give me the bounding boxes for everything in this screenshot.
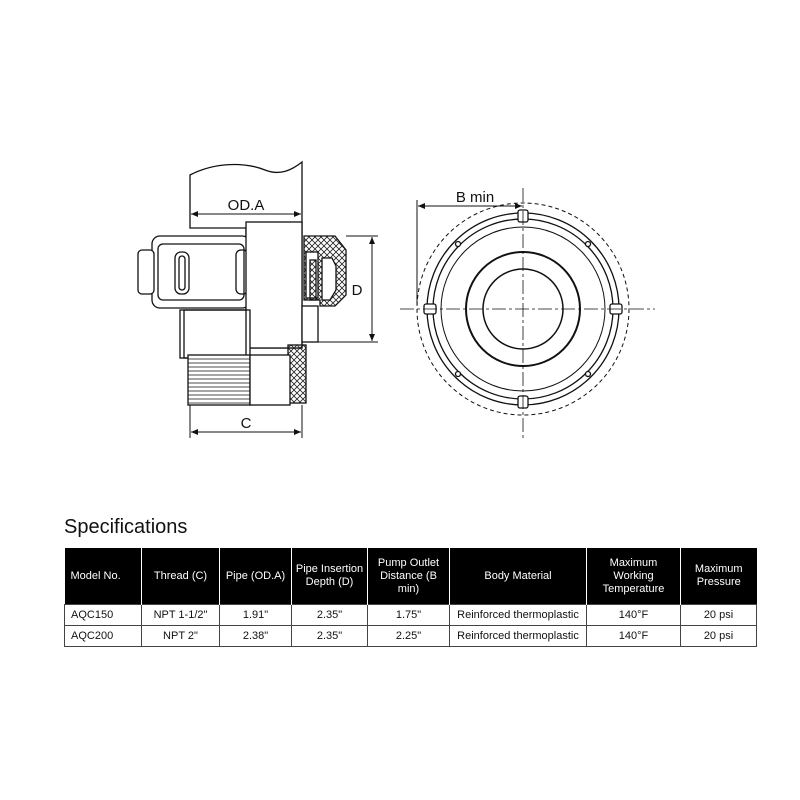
table-cell: 2.35" [292, 626, 368, 647]
bolt [456, 242, 461, 247]
table-row [65, 626, 757, 647]
thread-section [188, 355, 250, 405]
column-header: Thread (C) [142, 548, 220, 605]
column-header: Pipe (OD.A) [220, 548, 292, 605]
table-cell: 140°F [587, 626, 681, 647]
bolt [586, 372, 591, 377]
column-header: Model No. [65, 548, 142, 605]
table-cell: AQC150 [65, 605, 142, 626]
column-header: Body Material [450, 548, 587, 605]
table-row [65, 605, 757, 626]
specifications-table [64, 548, 757, 647]
column-header: Maximum Pressure [681, 548, 757, 605]
b-min-label: B min [455, 189, 495, 206]
table-cell: 20 psi [681, 605, 757, 626]
d-label: D [351, 282, 363, 299]
table-cell: 140°F [587, 605, 681, 626]
table-cell: 2.38" [220, 626, 292, 647]
bolt [586, 242, 591, 247]
table-cell: AQC200 [65, 626, 142, 647]
lower-body [180, 310, 250, 358]
od-a-label: OD.A [227, 197, 265, 214]
table-cell: NPT 1-1/2" [142, 605, 220, 626]
pipe-wall-section [288, 345, 306, 403]
table-cell: NPT 2" [142, 626, 220, 647]
table-cell: Reinforced thermoplastic [450, 626, 587, 647]
bolt [456, 372, 461, 377]
column-header: Pump Outlet Distance (B min) [368, 548, 450, 605]
table-cell: 20 psi [681, 626, 757, 647]
column-header: Maximum Working Temperature [587, 548, 681, 605]
table-cell: 2.25" [368, 626, 450, 647]
c-label: C [240, 415, 252, 432]
flange [246, 222, 302, 348]
clamp-tab-left [138, 250, 154, 294]
column-header: Pipe Insertion Depth (D) [292, 548, 368, 605]
table-cell: 1.91" [220, 605, 292, 626]
table-cell: 2.35" [292, 605, 368, 626]
table-header-row [65, 548, 757, 605]
clamp-body [152, 236, 250, 308]
table-cell: 1.75" [368, 605, 450, 626]
table-cell: Reinforced thermoplastic [450, 605, 587, 626]
specifications-title: Specifications [64, 516, 188, 538]
